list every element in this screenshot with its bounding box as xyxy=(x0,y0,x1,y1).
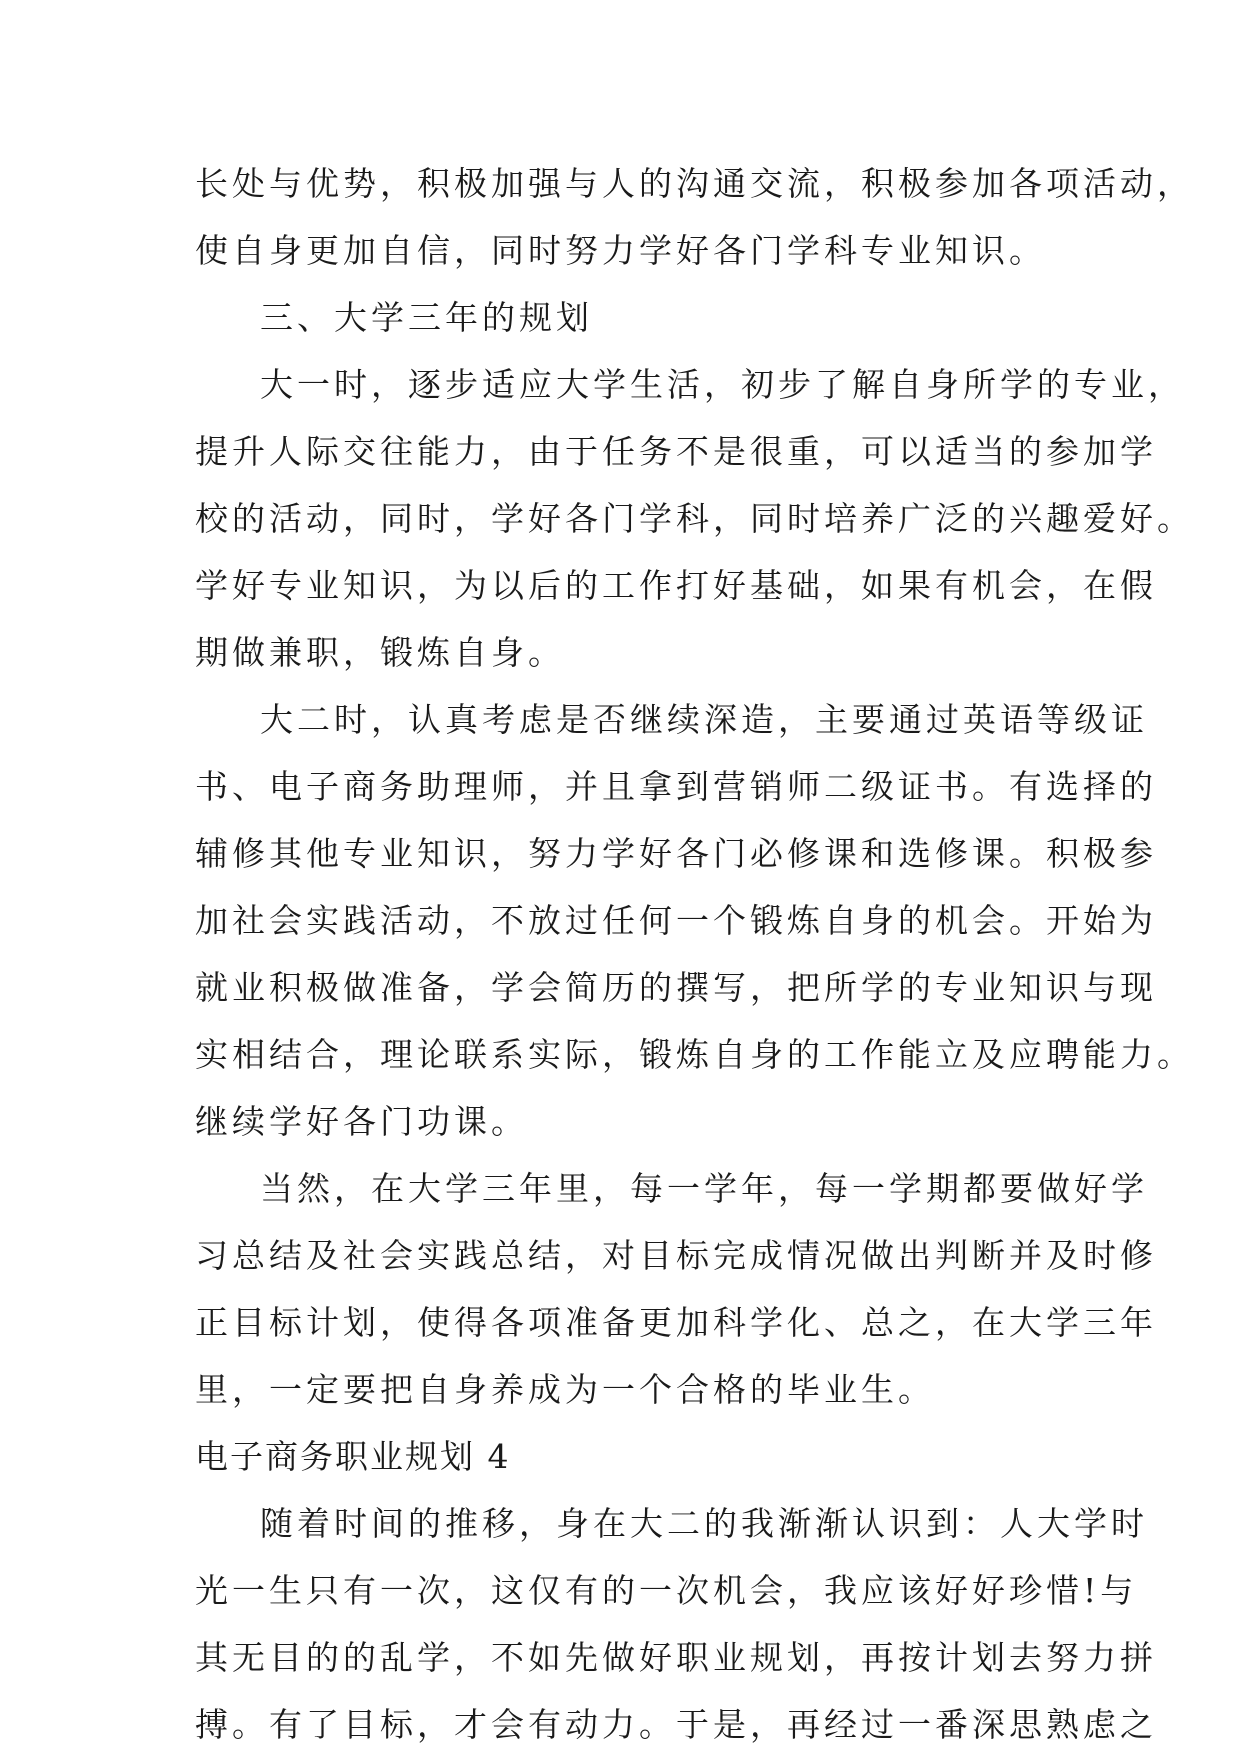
text-line: 提升人际交往能力，由于任务不是很重，可以适当的参加学 xyxy=(195,432,1157,471)
text-line: 习总结及社会实践总结，对目标完成情况做出判断并及时修 xyxy=(195,1236,1157,1275)
text-line: 期做兼职，锻炼自身。 xyxy=(195,633,565,672)
text-line: 使自身更加自信，同时努力学好各门学科专业知识。 xyxy=(195,231,1046,270)
text-line: 继续学好各门功课。 xyxy=(195,1102,528,1141)
text-line: 里，一定要把自身养成为一个合格的毕业生。 xyxy=(195,1370,935,1409)
text-line: 校的活动，同时，学好各门学科，同时培养广泛的兴趣爱好。 xyxy=(195,499,1194,538)
text-line: 搏。有了目标，才会有动力。于是，再经过一番深思熟虑之 xyxy=(195,1705,1157,1744)
text-line: 书、电子商务助理师，并且拿到营销师二级证书。有选择的 xyxy=(195,767,1157,806)
text-line: 就业积极做准备，学会简历的撰写，把所学的专业知识与现 xyxy=(195,968,1157,1007)
text-line: 加社会实践活动，不放过任何一个锻炼自身的机会。开始为 xyxy=(195,901,1157,940)
text-line: 光一生只有一次，这仅有的一次机会，我应该好好珍惜!与 xyxy=(195,1571,1138,1610)
text-line: 长处与优势，积极加强与人的沟通交流，积极参加各项活动， xyxy=(195,164,1194,203)
document-body xyxy=(195,150,1194,1758)
text-line: 大二时，认真考虑是否继续深造，主要通过英语等级证 xyxy=(260,700,1148,739)
text-line: 其无目的的乱学，不如先做好职业规划，再按计划去努力拼 xyxy=(195,1638,1157,1677)
text-line: 三、大学三年的规划 xyxy=(260,298,593,337)
text-line: 大一时，逐步适应大学生活，初步了解自身所学的专业， xyxy=(260,365,1185,404)
text-line: 当然，在大学三年里，每一学年，每一学期都要做好学 xyxy=(260,1169,1148,1208)
text-line: 辅修其他专业知识，努力学好各门必修课和选修课。积极参 xyxy=(195,834,1157,873)
section-heading: 电子商务职业规划 4 xyxy=(195,1437,511,1476)
text-line: 学好专业知识，为以后的工作打好基础，如果有机会，在假 xyxy=(195,566,1157,605)
text-line: 实相结合，理论联系实际，锻炼自身的工作能立及应聘能力。 xyxy=(195,1035,1194,1074)
text-line: 正目标计划，使得各项准备更加科学化、总之，在大学三年 xyxy=(195,1303,1157,1342)
text-line: 随着时间的推移，身在大二的我渐渐认识到：人大学时 xyxy=(260,1504,1148,1543)
